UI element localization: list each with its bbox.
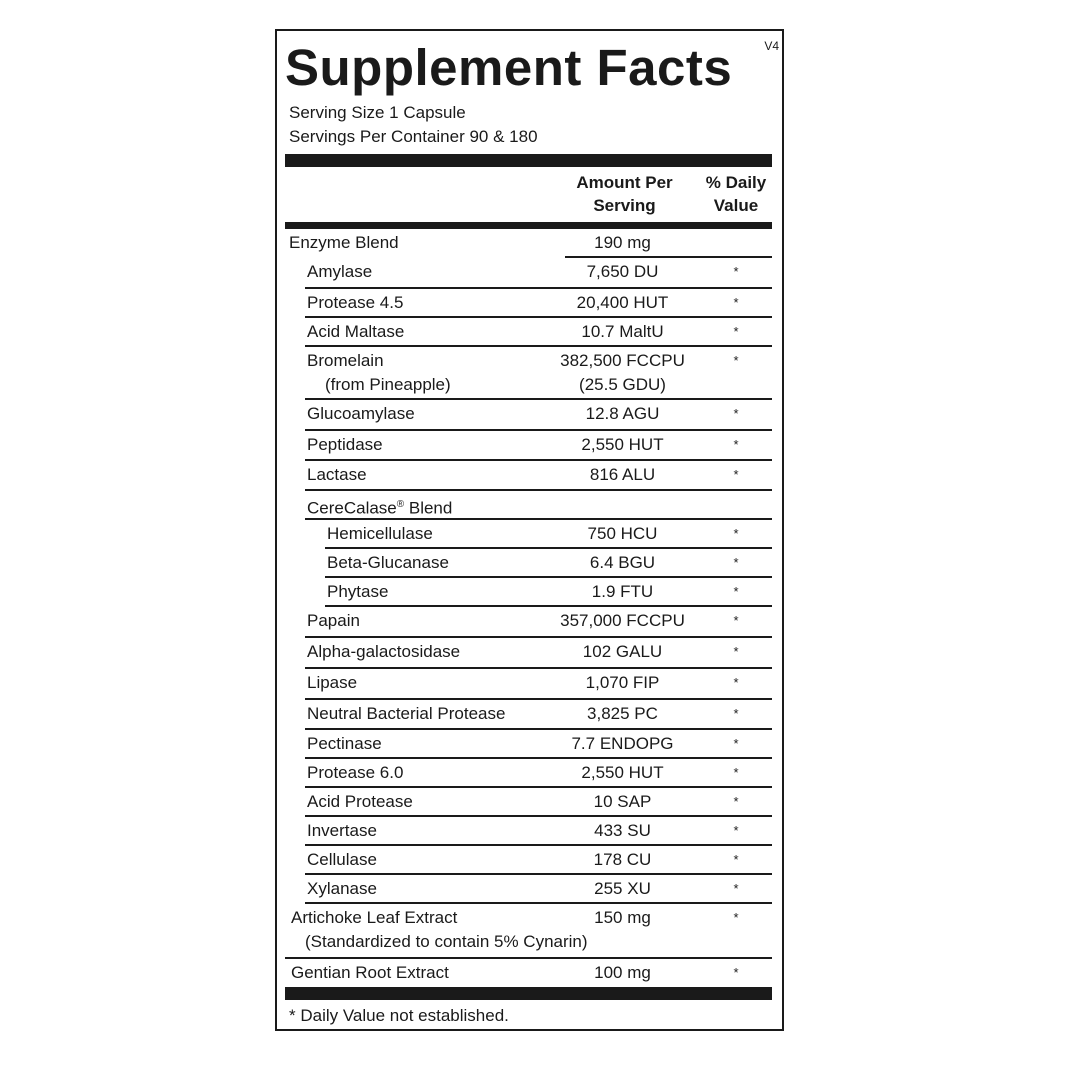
amount-header [562, 171, 687, 217]
ingredient-subtext: (from Pineapple) [325, 375, 451, 394]
daily-value: * [733, 965, 739, 980]
amount-per-serving: 382,500 FCCPU [560, 351, 685, 370]
ingredient-name: Papain [307, 611, 360, 630]
table-row [285, 431, 772, 461]
amount-per-serving: 7.7 ENDOPG [571, 734, 674, 753]
serving-size: Serving Size 1 Capsule [289, 103, 466, 122]
supplement-facts-panel [275, 29, 784, 1031]
ingredient-subtext: (Standardized to contain 5% Cynarin) [305, 932, 588, 951]
table-row [285, 788, 772, 817]
table-row [285, 959, 772, 987]
table-row [285, 638, 772, 669]
ingredient-name: Lactase [307, 465, 367, 484]
table-row [285, 520, 772, 549]
ingredient-name: Bromelain [307, 351, 384, 370]
table-row [285, 817, 772, 846]
amount-per-serving: 2,550 HUT [581, 435, 664, 454]
daily-value: * [733, 706, 739, 721]
table-row [285, 258, 772, 289]
amount-header-line2: Serving [593, 196, 656, 215]
daily-value: * [733, 910, 739, 925]
amount-per-serving: 750 HCU [587, 524, 658, 543]
daily-value: * [733, 736, 739, 751]
amount-per-serving: 357,000 FCCPU [560, 611, 685, 630]
daily-value: * [733, 613, 739, 628]
servings-per-container: Servings Per Container 90 & 180 [289, 127, 538, 146]
thick-divider [285, 154, 772, 167]
ingredient-name: Enzyme Blend [289, 233, 399, 252]
ingredient-name: Protease 6.0 [307, 763, 404, 782]
amount-header-line1: Amount Per [576, 173, 673, 192]
daily-value: * [733, 526, 739, 541]
amount-per-serving: 12.8 AGU [585, 404, 660, 423]
table-row [285, 700, 772, 730]
daily-value: * [733, 584, 739, 599]
amount-per-serving: 433 SU [594, 821, 651, 840]
amount-secondary: (25.5 GDU) [579, 375, 666, 394]
daily-value: * [733, 675, 739, 690]
amount-per-serving: 190 mg [594, 233, 651, 252]
daily-value: * [733, 324, 739, 339]
amount-per-serving: 7,650 DU [586, 262, 659, 281]
ingredient-name: Beta-Glucanase [327, 553, 449, 572]
ingredient-name: Alpha-galactosidase [307, 642, 461, 661]
table-row [285, 730, 772, 759]
table-row [285, 669, 772, 700]
daily-value: * [733, 467, 739, 482]
table-row [285, 607, 772, 638]
ingredient-name: Glucoamylase [307, 404, 415, 423]
daily-value: * [733, 555, 739, 570]
daily-value: * [733, 264, 739, 279]
table-row [285, 578, 772, 607]
amount-per-serving: 1.9 FTU [591, 582, 654, 601]
amount-per-serving: 1,070 FIP [585, 673, 660, 692]
ingredient-name-group [307, 493, 452, 520]
table-row [285, 347, 772, 400]
amount-per-serving: 20,400 HUT [576, 293, 669, 312]
amount-per-serving: 2,550 HUT [581, 763, 664, 782]
daily-value: * [733, 794, 739, 809]
ingredient-name: Peptidase [307, 435, 383, 454]
amount-per-serving: 100 mg [594, 963, 651, 982]
ingredient-name: CereCalase [307, 498, 397, 518]
daily-value: * [733, 353, 739, 368]
ingredient-name: Neutral Bacterial Protease [307, 704, 506, 723]
footnote: * Daily Value not established. [289, 1006, 509, 1025]
ingredient-name-suffix: Blend [404, 498, 453, 518]
panel-title: Supplement Facts [285, 39, 733, 96]
daily-value: * [733, 881, 739, 896]
table-row [285, 318, 772, 347]
amount-per-serving: 816 ALU [589, 465, 656, 484]
table-row [285, 461, 772, 491]
version-label: V4 [764, 39, 779, 53]
amount-per-serving: 3,825 PC [587, 704, 658, 723]
daily-value-header [701, 171, 771, 217]
amount-per-serving: 255 XU [594, 879, 651, 898]
amount-per-serving: 178 CU [593, 850, 652, 869]
dv-header-line1: % Daily [705, 173, 767, 192]
registered-mark: ® [396, 499, 405, 510]
bottom-divider [285, 987, 772, 1000]
table-row [285, 904, 772, 959]
amount-per-serving: 10.7 MaltU [581, 322, 664, 341]
daily-value: * [733, 823, 739, 838]
table-row [285, 229, 772, 258]
daily-value: * [733, 437, 739, 452]
daily-value: * [733, 765, 739, 780]
table-row [285, 875, 772, 904]
ingredient-name: Gentian Root Extract [291, 963, 449, 982]
daily-value: * [733, 406, 739, 421]
ingredient-name: Cellulase [307, 850, 377, 869]
ingredient-name: Phytase [327, 582, 389, 601]
ingredient-name: Artichoke Leaf Extract [291, 908, 458, 927]
ingredient-name: Lipase [307, 673, 358, 692]
daily-value: * [733, 852, 739, 867]
amount-per-serving: 6.4 BGU [589, 553, 656, 572]
ingredient-name: Hemicellulase [327, 524, 433, 543]
table-row [285, 400, 772, 431]
ingredient-name: Protease 4.5 [307, 293, 404, 312]
dv-header-line2: Value [713, 196, 759, 215]
ingredient-name: Invertase [307, 821, 377, 840]
ingredient-name: Acid Protease [307, 792, 413, 811]
ingredient-name: Acid Maltase [307, 322, 405, 341]
daily-value: * [733, 644, 739, 659]
table-row [285, 491, 772, 520]
header-divider [285, 222, 772, 229]
ingredient-name: Amylase [307, 262, 373, 281]
ingredient-name: Pectinase [307, 734, 382, 753]
table-row [285, 549, 772, 578]
amount-per-serving: 150 mg [594, 908, 651, 927]
ingredient-name: Xylanase [307, 879, 377, 898]
table-row [285, 289, 772, 318]
table-row [285, 759, 772, 788]
daily-value: * [733, 295, 739, 310]
amount-per-serving: 10 SAP [593, 792, 652, 811]
table-row [285, 846, 772, 875]
amount-per-serving: 102 GALU [582, 642, 663, 661]
